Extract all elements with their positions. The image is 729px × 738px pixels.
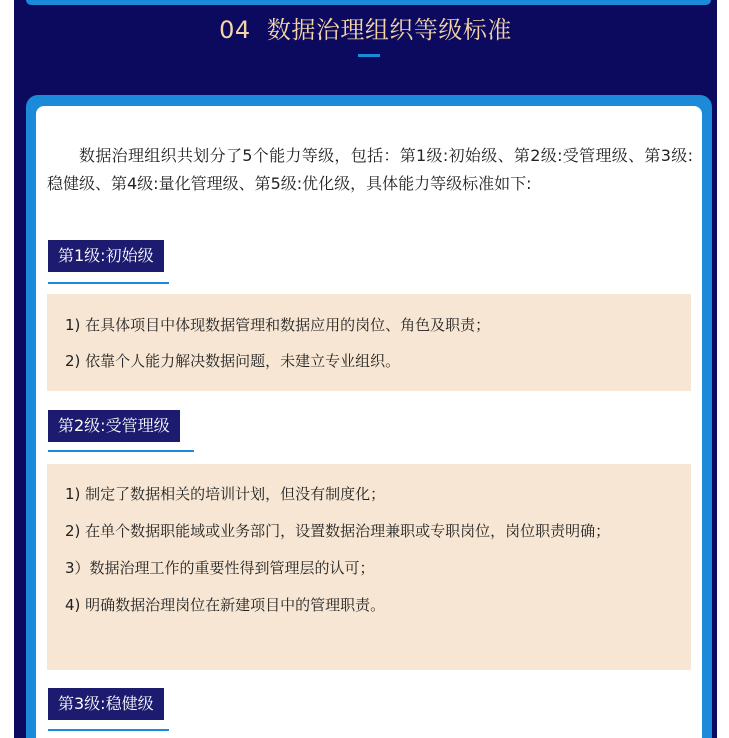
level-3-tag: 第3级:稳健级	[48, 688, 164, 720]
level-3-rule	[48, 729, 169, 731]
title-underline	[358, 54, 380, 57]
list-item: 1) 制定了数据相关的培训计划，但没有制度化；	[65, 485, 386, 503]
level-1-tag: 第1级:初始级	[48, 240, 164, 272]
level-1-rule	[48, 282, 169, 284]
list-item: 1) 在具体项目中体现数据管理和数据应用的岗位、角色及职责；	[65, 316, 491, 334]
list-item: 3）数据治理工作的重要性得到管理层的认可；	[65, 559, 375, 577]
level-2-tag: 第2级:受管理级	[48, 410, 180, 442]
level-2-rule	[48, 450, 194, 452]
list-item: 2) 在单个数据职能域或业务部门，设置数据治理兼职或专职岗位，岗位职责明确；	[65, 522, 611, 540]
list-item: 4) 明确数据治理岗位在新建项目中的管理职责。	[65, 596, 386, 614]
level-1-box	[47, 294, 691, 391]
section-title: 04 数据治理组织等级标准	[219, 16, 512, 44]
level-2-box	[47, 464, 691, 670]
list-item: 2) 依靠个人能力解决数据问题，未建立专业组织。	[65, 352, 401, 370]
intro-paragraph: 数据治理组织共划分了5个能力等级，包括：第1级:初始级、第2级:受管理级、第3级:稳健级、第4级:量化管理级、第5级:优化级，具体能力等级标准如下:	[47, 146, 693, 193]
top-accent-strip	[26, 0, 711, 5]
